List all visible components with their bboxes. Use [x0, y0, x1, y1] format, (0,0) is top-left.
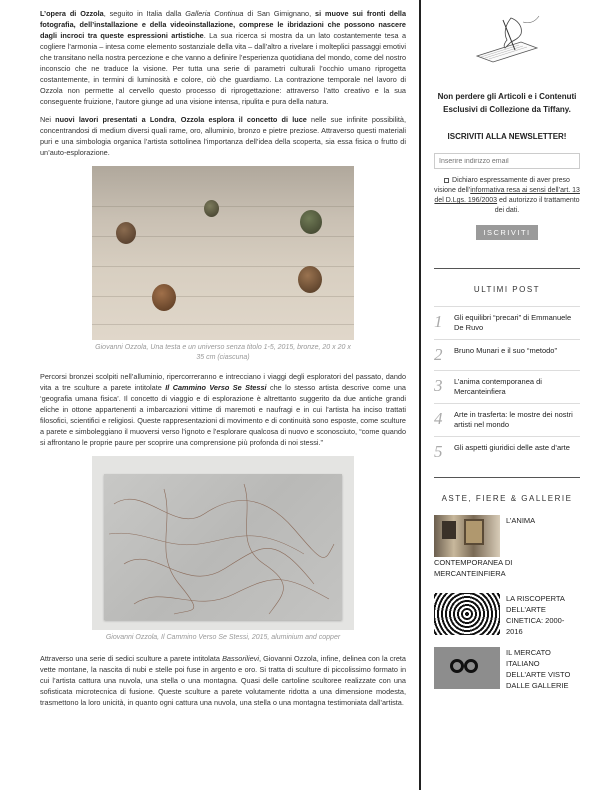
list-item[interactable]: [434, 437, 580, 467]
fair-thumbnail[interactable]: [434, 647, 500, 689]
paragraph-london: Nei nuovi lavori presentati a Londra, Ozzola esplora il concetto di luce nelle sue infinite possibilità, concentrandosi di medium diversi quali rame, oro, alluminio, bronzo e pietre preziose. Attraverso questi materiali puri e una simbologia organica l’artista sottolinea l’importanza dell’idea della scoperta, sia essa fisica o frutto di un’auto-esplorazione.: [40, 115, 406, 157]
column-divider: [419, 0, 421, 790]
artist-lead: L’opera di Ozzola: [40, 9, 104, 18]
list-item[interactable]: [434, 307, 580, 340]
post-number: 1: [434, 312, 443, 331]
privacy-consent[interactable]: Dichiaro espressamente di aver preso visione dell’informativa resa ai sensi dell’art. 13 del D.Lgs. 196/2003 ed autorizzo il trattamento dei dati.: [434, 177, 580, 214]
figure-caption: Giovanni Ozzola, Una testa e un universo senza titolo 1-5, 2015, bronze, 20 x 20 x 35 cm (ciascuna): [95, 344, 351, 361]
email-input[interactable]: [434, 153, 580, 169]
consent-checkbox[interactable]: [444, 178, 449, 183]
fair-item[interactable]: [434, 593, 580, 637]
post-number: 3: [434, 376, 443, 395]
post-number: 4: [434, 409, 443, 428]
section-divider: [434, 477, 580, 478]
newsletter-illustration: [434, 0, 580, 78]
post-link[interactable]: Gli equilibri “precari” di Emmanuele De Ruvo: [454, 313, 572, 332]
subscribe-button[interactable]: ISCRIVITI: [476, 225, 538, 240]
fair-link[interactable]: LA RISCOPERTA DELL’ARTE CINETICA: 2000-2016: [506, 594, 565, 636]
post-link[interactable]: Gli aspetti giuridici delle aste d’arte: [454, 443, 570, 452]
article-column: [40, 0, 406, 790]
hand-writing-icon: [471, 12, 543, 66]
post-number: 5: [434, 442, 443, 461]
bronze-heads-image: [92, 166, 354, 340]
list-item[interactable]: [434, 404, 580, 437]
privacy-link[interactable]: informativa resa ai sensi dell’art. 13 del D.Lgs. 196/2003: [434, 187, 580, 204]
post-link[interactable]: L’anima contemporanea di Mercanteinfiera: [454, 377, 542, 396]
post-link[interactable]: Arte in trasferta: le mostre dei nostri artisti nel mondo: [454, 410, 573, 429]
figure-heads: [92, 166, 354, 363]
paragraph-intro: L’opera di Ozzola, seguito in Italia dalla Galleria Continua di San Gimignano, si muove sui fronti della fotografia, dell’installazione e della videoinstallazione, comprese le ibridazioni che possono nascere dagli incroci tra queste espressioni artistiche. La sua ricerca si mostra da un lato costantemente tesa a cogliere l’armonia – intesa come elemento sostanziale della vita – dall’altro a rivelare i molteplici passaggi emotivi che transitano nella nostra percezione e che vanno a definire l’esperienza quotidiana del mondo, come del nostro inconscio che ne traduce la visione. Per tutta una serie di parametri culturali l’occhio umano riprogetta costantemente, in termini di luminosità e colore, ciò che guardiamo. La contrazione temporale nel lavoro di Ozzola non permette al cervello questo processo di riprogettazione: attraverso l’atto creativo e la sua conseguente fruizione, l’autore giunge ad una visione intensa, ripulita e pura della natura.: [40, 9, 406, 106]
fair-item[interactable]: [434, 647, 580, 691]
fair-thumbnail[interactable]: [434, 593, 500, 635]
map-lines-drawing: [104, 474, 342, 620]
fair-link[interactable]: L’ANIMA: [506, 516, 536, 525]
gallery-name: Galleria Continua: [185, 9, 244, 18]
fairs-title: ASTE, FIERE & GALLERIE: [441, 494, 573, 503]
post-link[interactable]: Bruno Munari e il suo “metodo”: [454, 346, 557, 355]
fair-link[interactable]: CONTEMPORANEA DI MERCANTEINFIERA: [434, 558, 513, 578]
paragraph-bassorilievi: Attraverso una serie di sedici sculture a parete intitolata Bassorilievi, Giovanni Ozzola, infine, delinea con la creta vette montane, la nascita di nubi e stelle poi fuse in argento e oro. Si tratta di sculture di piccolissimo formato in cui l’artista cattura una nuvola, una stella o una montagna. Quasi delle cartoline scultoree realizzate con una sofisticata microtecnica di fusione. Queste sculture a parete volutamente ridotta a una dimensione modesta, trasmettono la loro unicità, in quanto ogni cattura una nuvola, una stella o una montagna testimoniata dall’artista.: [40, 654, 406, 707]
newsletter-title: Non perdere gli Articoli e i Contenuti Esclusivi di Collezione da Tiffany.: [437, 92, 577, 114]
aluminium-copper-image: [92, 456, 354, 630]
sidebar: [434, 0, 580, 790]
section-divider: [434, 268, 580, 269]
fair-thumbnail[interactable]: [434, 515, 500, 557]
list-item[interactable]: [434, 371, 580, 404]
list-item[interactable]: [434, 340, 580, 371]
figure-caption: Giovanni Ozzola, Il Cammino Verso Se Stessi, 2015, aluminium and copper: [105, 634, 341, 641]
paragraph-cammino: Percorsi bronzei scolpiti nell’alluminio, ripercorreranno e intrecciano i viaggi degli esploratori del passato, dando vita a tre sculture a parete intitolate Il Cammino Verso Se Stessi che lo stesso artista descrive come una ‘geografia umana fisica’. Il concetto di viaggio e di esplorazione è altrettanto suggerito da due antiche grandi eliche in ottone appartenenti a imbarcazioni vittime di maremoti e naufragi e in cui l’artista ha inciso trattati filosofici, scientifici e religiosi. Queste rappresentazioni di movimento e di continuità sono esposte, come sculture a parete e simboleggiano il muoversi verso l’ignoto e l’esplorare qualcosa di nuovo e sconosciuto, “come quando si affrontano le proprie paure per scoprire una comprensione più profonda di noi stessi.”: [40, 372, 406, 447]
latest-posts-title: ULTIMI POST: [473, 285, 541, 294]
post-number: 2: [434, 345, 443, 364]
newsletter-cta: ISCRIVITI ALLA NEWSLETTER!: [447, 132, 567, 141]
fair-item[interactable]: [434, 515, 580, 579]
fair-link[interactable]: IL MERCATO ITALIANO DELL’ARTE VISTO DALLE GALLERIE: [506, 648, 571, 690]
latest-posts-list: [434, 306, 580, 467]
figure-cammino: [92, 456, 354, 643]
